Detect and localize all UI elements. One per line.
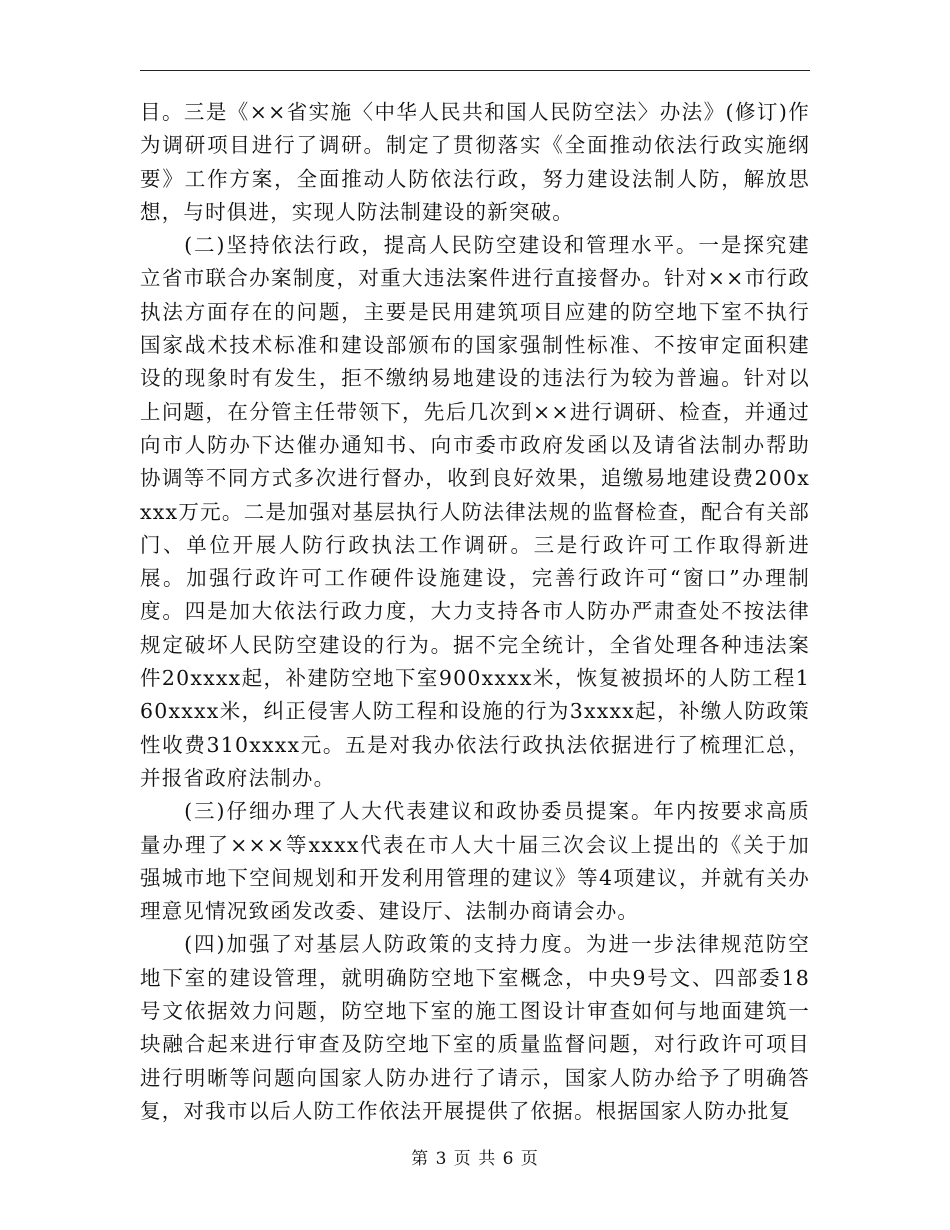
paragraph-continuation: 目。三是《××省实施〈中华人民共和国人民防空法〉办法》(修订)作为调研项目进行了调研。制定了贯彻落实《全面推动依法行政实施纲要》工作方案，全面推动人防依法行政，努力建设法制人防，解放思想，与时俱进，实现人防法制建设的新突破。 [140, 100, 810, 224]
paragraph-section-3: (三)仔细办理了人大代表建议和政协委员提案。年内按要求高质量办理了×××等xxxx代表在市人大十届三次会议上提出的《关于加强城市地下空间规划和开发利用管理的建议》等4项建议，并就有关办理意见情况致函发改委、建设厅、法制办商请会办。 [140, 799, 810, 924]
paragraph-section-4: (四)加强了对基层人防政策的支持力度。为进一步法律规范防空地下室的建设管理，就明确防空地下室概念，中央9号文、四部委18号文依据效力问题，防空地下室的施工图设计审查如何与地面建筑一块融合起来进行审查及防空地下室的质量监督问题，对行政许可项目进行明晰等问题向国家人防办进行了请示，国家人防办给予了明确答复，对我市以后人防工作依法开展提供了依据。根据国家人防办批复 [140, 932, 810, 1123]
body-text [140, 96, 810, 1128]
page-number-footer: 第 3 页 共 6 页 [411, 1149, 539, 1169]
paragraph-section-2: (二)坚持依法行政，提高人民防空建设和管理水平。一是探究建立省市联合办案制度，对重大违法案件进行直接督办。针对××市行政执法方面存在的问题，主要是民用建筑项目应建的防空地下室不执行国家战术技术标准和建设部颁布的国家强制性标准、不按审定面积建设的现象时有发生，拒不缴纳易地建设的违法行为较为普遍。针对以上问题，在分管主任带领下，先后几次到××进行调研、检查，并通过向市人防办下达催办通知书、向市委市政府发函以及请省法制办帮助协调等不同方式多次进行督办，收到良好效果，追缴易地建设费200xxxx万元。二是加强对基层执行人防法律法规的监督检查，配合有关部门、单位开展人防行政执法工作调研。三是行政许可工作取得新进展。加强行政许可工作硬件设施建设，完善行政许可“窗口”办理制度。四是加大依法行政力度，大力支持各市人防办严肃查处不按法律规定破坏人民防空建设的行为。据不完全统计，全省处理各种违法案件20xxxx起，补建防空地下室900xxxx米，恢复被损坏的人防工程160xxxx米，纠正侵害人防工程和设施的行为3xxxx起，补缴人防政策性收费310xxxx元。五是对我办依法行政执法依据进行了梳理汇总，并报省政府法制办。 [140, 233, 810, 790]
header-rule [140, 70, 810, 71]
